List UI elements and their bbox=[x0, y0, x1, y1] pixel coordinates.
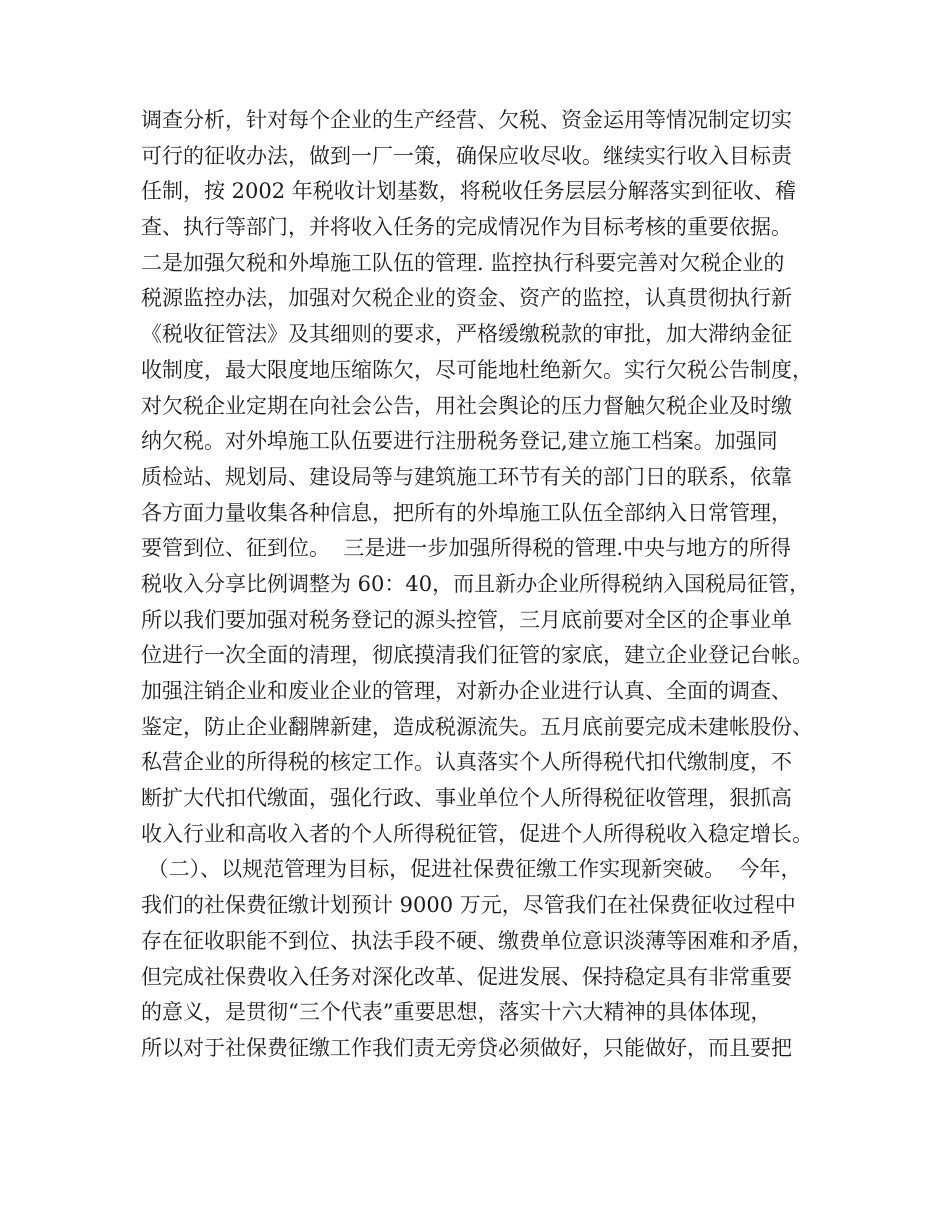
text-line: 鉴定，防止企业翻牌新建，造成税源流失。五月底前要完成未建帐股份、 bbox=[141, 714, 813, 739]
text-line: 《税收征管法》及其细则的要求，严格缓缴税款的审批，加大滞纳金征 bbox=[141, 322, 792, 347]
text-line: 存在征收职能不到位、执法手段不硬、缴费单位意识淡薄等困难和矛盾， bbox=[141, 928, 813, 953]
text-line: 位进行一次全面的清理，彻底摸清我们征管的家底，建立企业登记台帐。 bbox=[141, 643, 813, 668]
text-line: 的意义，是贯彻“三个代表”重要思想，落实十六大精神的具体体现， bbox=[141, 1000, 772, 1025]
text-line: 质检站、规划局、建设局等与建筑施工环节有关的部门日的联系，依靠 bbox=[141, 464, 792, 489]
text-line: 断扩大代扣代缴面，强化行政、事业单位个人所得税征收管理，狠抓高 bbox=[141, 786, 792, 811]
text-line: 调查分析，针对每个企业的生产经营、欠税、资金运用等情况制定切实 bbox=[141, 108, 792, 132]
text-line: 查、执行等部门，并将收入任务的完成情况作为目标考核的重要依据。 bbox=[141, 215, 792, 240]
text-line: 税收入分享比例调整为 60：40，而且新办企业所得税纳入国税局征管， bbox=[141, 571, 811, 596]
text-line: 收制度，最大限度地压缩陈欠，尽可能地杜绝新欠。实行欠税公告制度， bbox=[141, 357, 813, 382]
text-line: 各方面力量收集各种信息，把所有的外埠施工队伍全部纳入日常管理， bbox=[141, 500, 792, 525]
text-line: 但完成社保费收入任务对深化改革、促进发展、保持稳定具有非常重要 bbox=[141, 964, 792, 989]
text-line: 纳欠税。对外埠施工队伍要进行注册税务登记,建立施工档案。加强同 bbox=[141, 429, 778, 454]
text-line: 所以对于社保费征缴工作我们责无旁贷必须做好，只能做好，而且要把 bbox=[141, 1035, 792, 1060]
text-line: 要管到位、征到位。 三是进一步加强所得税的管理.中央与地方的所得 bbox=[141, 536, 792, 561]
text-line: 二是加强欠税和外埠施工队伍的管理. 监控执行科要完善对欠税企业的 bbox=[141, 250, 785, 275]
text-line: （二）、以规范管理为目标，促进社保费征缴工作实现新突破。 今年， bbox=[141, 857, 802, 882]
text-line: 任制，按 2002 年税收计划基数，将税收任务层层分解落实到征收、稽 bbox=[141, 179, 796, 204]
text-line: 私营企业的所得税的核定工作。认真落实个人所得税代扣代缴制度，不 bbox=[141, 750, 792, 775]
text-line: 所以我们要加强对税务登记的源头控管，三月底前要对全区的企事业单 bbox=[141, 607, 792, 632]
body-text bbox=[141, 103, 831, 1067]
text-line: 税源监控办法，加强对欠税企业的资金、资产的监控，认真贯彻执行新 bbox=[141, 286, 792, 311]
text-line: 对欠税企业定期在向社会公告，用社会舆论的压力督触欠税企业及时缴 bbox=[141, 393, 792, 418]
text-line: 可行的征收办法，做到一厂一策，确保应收尽收。继续实行收入目标责 bbox=[141, 143, 792, 168]
text-line: 加强注销企业和废业企业的管理，对新办企业进行认真、全面的调查、 bbox=[141, 679, 792, 703]
text-line: 我们的社保费征缴计划预计 9000 万元，尽管我们在社保费征收过程中 bbox=[141, 893, 796, 918]
text-line: 收入行业和高收入者的个人所得税征管，促进个人所得税收入稳定增长。 bbox=[141, 821, 813, 846]
